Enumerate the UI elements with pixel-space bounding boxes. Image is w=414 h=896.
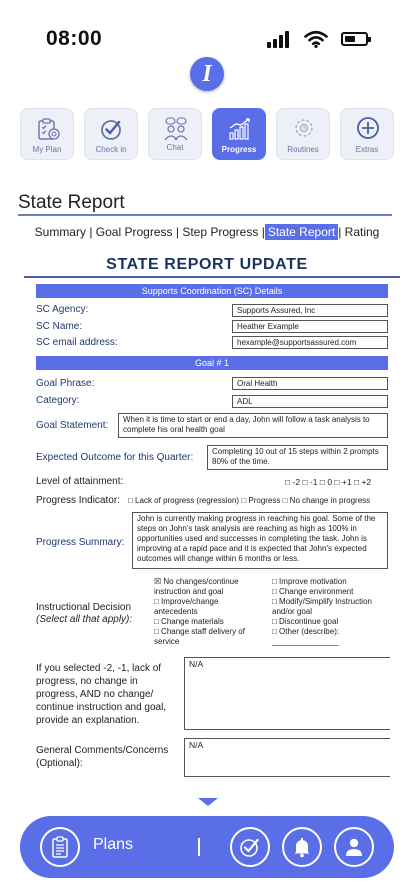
clipboard-target-icon	[35, 116, 61, 142]
instr-option-cont: and/or goal	[272, 607, 313, 616]
app-logo: I	[190, 57, 224, 91]
plans-button[interactable]	[40, 827, 80, 867]
tab-extras[interactable]	[340, 108, 394, 160]
instr-option[interactable]: □ Change environment	[272, 587, 354, 596]
explanation-field[interactable]: N/A	[184, 657, 390, 730]
bar-chart-icon	[227, 116, 253, 142]
instr-option[interactable]: □ Discontinue goal	[272, 617, 339, 626]
check-circle-icon	[239, 836, 261, 858]
progress-summary-label: Progress Summary:	[36, 537, 125, 548]
checkin-button[interactable]	[230, 827, 270, 867]
goal-phrase-label: Goal Phrase:	[36, 378, 95, 389]
instr-option-cont: service	[154, 637, 180, 646]
subnav-separator: |	[338, 225, 342, 239]
status-time: 08:00	[46, 27, 103, 50]
instr-option[interactable]: □ Improve motivation	[272, 577, 347, 586]
goal-statement-label: Goal Statement:	[36, 420, 109, 431]
instructional-options-right[interactable]	[272, 577, 372, 647]
report-subnav	[0, 225, 414, 239]
page-title: State Report	[18, 192, 125, 213]
notifications-button[interactable]	[282, 827, 322, 867]
goal-section-header: Goal # 1	[36, 356, 388, 370]
expected-outcome-field[interactable]: Completing 10 out of 15 steps within 2 prompts 80% of the time.	[207, 445, 388, 470]
tab-routines[interactable]	[276, 108, 330, 160]
battery-icon	[341, 32, 368, 46]
profile-button[interactable]	[334, 827, 374, 867]
cellular-signal-icon	[267, 30, 293, 48]
bell-icon	[291, 836, 313, 858]
subnav-step-progress[interactable]: Step Progress	[182, 225, 259, 239]
routine-cycle-icon	[291, 116, 317, 142]
category-label: Category:	[36, 395, 80, 406]
attainment-options[interactable]: □ -2 □ -1 □ 0 □ +1 □ +2	[285, 477, 372, 487]
sc-email-field[interactable]: hexample@supportsassured.com	[232, 336, 388, 349]
attainment-label: Level of attainment:	[36, 476, 124, 487]
tab-check-in[interactable]	[84, 108, 138, 160]
sc-email-label: SC email address:	[36, 337, 118, 348]
instr-option-cont: instruction and goal	[154, 587, 224, 596]
instr-option[interactable]: □ Improve/change	[154, 597, 219, 606]
report-title: STATE REPORT UPDATE	[106, 256, 308, 273]
explanation-label: If you selected -2, -1, lack of progress, no change in progress, AND no change/ continue instruction and goal, provide an explanation.	[36, 663, 167, 726]
chat-people-icon	[163, 116, 189, 142]
tab-label: Check in	[95, 145, 127, 154]
goal-phrase-field[interactable]: Oral Health	[232, 377, 388, 390]
report-divider	[24, 276, 400, 278]
sc-name-label: SC Name:	[36, 321, 83, 332]
subnav-rating[interactable]: Rating	[344, 225, 380, 239]
instr-option[interactable]: ☒ No changes/continue	[154, 577, 239, 586]
tab-progress[interactable]	[212, 108, 266, 160]
sc-name-field[interactable]: Heather Example	[232, 320, 388, 333]
subnav-separator: |	[261, 225, 265, 239]
wifi-icon	[304, 30, 328, 48]
plans-label[interactable]: Plans	[93, 836, 134, 853]
check-circle-icon	[99, 116, 125, 142]
top-nav	[20, 108, 394, 160]
status-bar	[0, 0, 414, 60]
scroll-down-indicator[interactable]	[198, 798, 218, 806]
tab-chat[interactable]	[148, 108, 202, 160]
instr-option[interactable]: □ Other (describe):	[272, 627, 340, 636]
clipboard-list-icon	[49, 836, 71, 858]
subnav-separator: |	[175, 225, 179, 239]
expected-outcome-label: Expected Outcome for this Quarter:	[36, 452, 194, 463]
user-icon	[343, 836, 365, 858]
instr-other-line: _______________	[272, 637, 339, 646]
comments-label: General Comments/Concerns	[36, 745, 169, 756]
plus-circle-icon	[355, 116, 381, 142]
comments-hint: (Optional):	[36, 758, 83, 769]
tab-label: Progress	[221, 145, 257, 154]
subnav-state-report[interactable]: State Report	[265, 224, 338, 240]
subnav-summary[interactable]: Summary	[34, 225, 86, 239]
sc-section-header: Supports Coordination (SC) Details	[36, 284, 388, 298]
tab-label: Extras	[355, 145, 379, 154]
tab-label: Chat	[166, 143, 184, 152]
tab-my-plan[interactable]	[20, 108, 74, 160]
progress-indicator-label: Progress Indicator:	[36, 495, 120, 506]
instr-option[interactable]: □ Change materials	[154, 617, 224, 626]
tab-label: My Plan	[32, 145, 62, 154]
instructional-decision-hint: (Select all that apply):	[36, 614, 133, 625]
instructional-options-left[interactable]	[154, 577, 245, 647]
subnav-separator: |	[89, 225, 93, 239]
instr-option[interactable]: □ Modify/Simplify Instruction	[272, 597, 372, 606]
progress-summary-field[interactable]: John is currently making progress in reaching his goal. Some of the steps on John's task analysis are reaching as high as 100% in opportunities used and successes in completing the task. John is improving at a rapid pace and it is expected that John's expected outcomes will change within 6 months or less.	[132, 512, 388, 569]
bottom-bar	[20, 816, 394, 878]
category-field[interactable]: ADL	[232, 395, 388, 408]
instr-option-cont: antecedents	[154, 607, 198, 616]
goal-statement-field[interactable]: When it is time to start or end a day, John will follow a task analysis to complete his oral health goal	[118, 413, 388, 438]
tab-label: Routines	[287, 145, 319, 154]
instr-option[interactable]: □ Change staff delivery of	[154, 627, 245, 636]
sc-agency-label: SC Agency:	[36, 304, 89, 315]
bottom-divider	[198, 838, 200, 856]
subnav-goal-progress[interactable]: Goal Progress	[95, 225, 173, 239]
progress-indicator-options[interactable]: □ Lack of progress (regression) □ Progress □ No change in progress	[128, 496, 371, 505]
sc-agency-field[interactable]: Supports Assured, Inc	[232, 304, 388, 317]
comments-field[interactable]: N/A	[184, 738, 390, 777]
instructional-decision-label: Instructional Decision	[36, 602, 132, 613]
title-divider	[18, 214, 392, 216]
